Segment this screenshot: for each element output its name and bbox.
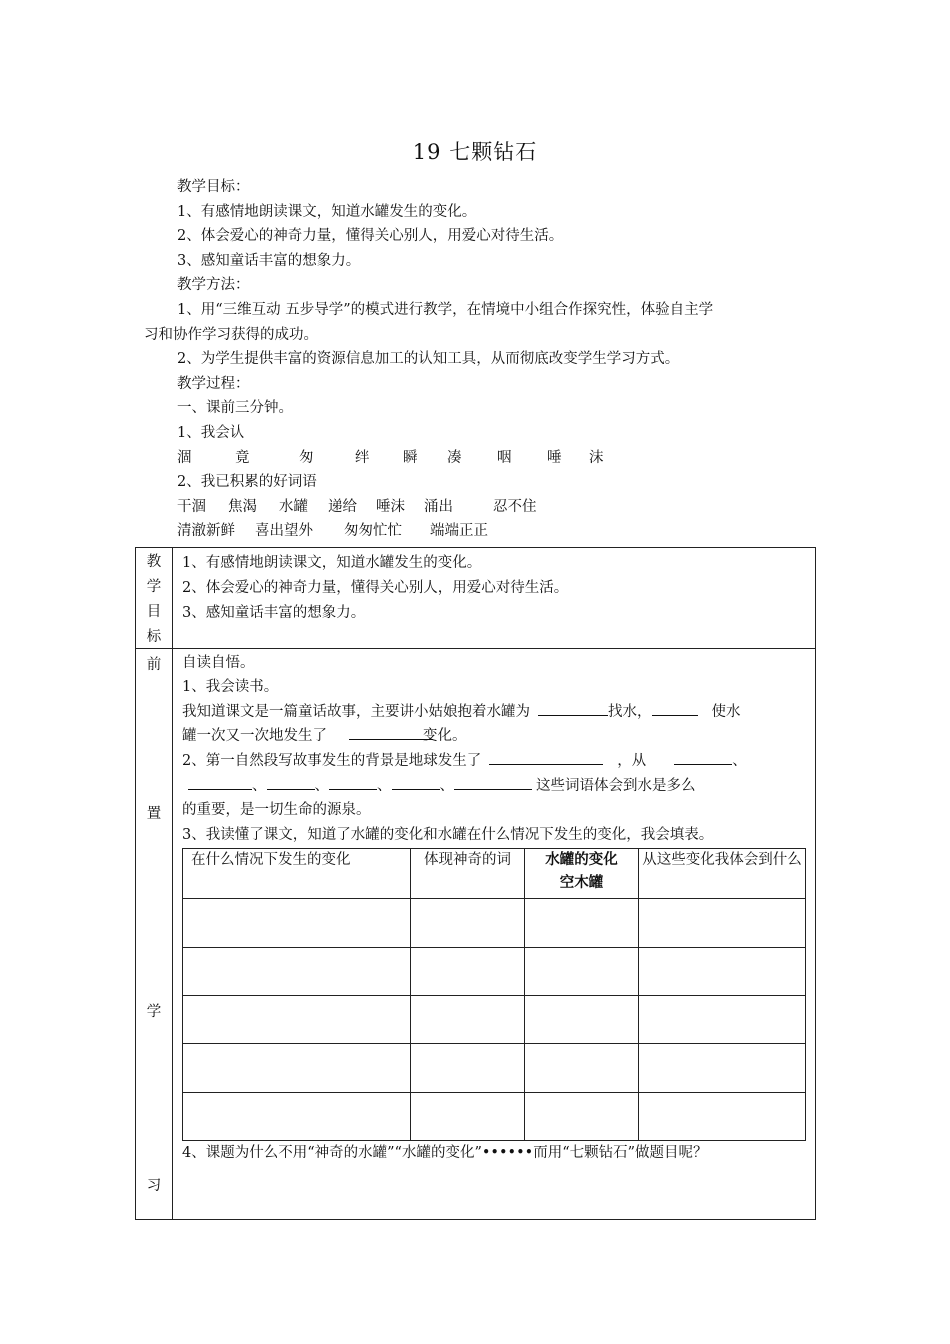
table-cell[interactable] (183, 899, 411, 947)
table-cell[interactable] (525, 1044, 639, 1092)
pre-label-char: 前 (146, 657, 162, 673)
q2-separator: 、 (732, 753, 747, 769)
word-item: 干涸 (177, 498, 206, 515)
intro-goal-3: 3、感知童话丰富的想象力。 (177, 252, 361, 269)
char-item: 瞬 (403, 449, 418, 466)
q1-sentence-line-1 (182, 700, 808, 725)
table-cell[interactable] (639, 947, 806, 995)
table-header-row (183, 849, 806, 899)
fill-blank[interactable] (349, 724, 433, 740)
table-cell[interactable] (183, 947, 411, 995)
table-cell[interactable] (411, 996, 525, 1044)
fill-blank[interactable] (329, 774, 377, 790)
q2-separator: 、 (314, 778, 329, 794)
table-cell[interactable] (525, 899, 639, 947)
q2-sentence-line-2 (182, 774, 808, 799)
method-2: 2、为学生提供丰富的资源信息加工的认知工具，从而彻底改变学生学习方式。 (177, 351, 680, 368)
goals-heading: 教学目标： (177, 179, 250, 195)
method-1-line-1: 1、用“三维互动 五步导学”的模式进行教学，在情境中小组合作探究性，体验自主学 (177, 301, 714, 318)
table-cell[interactable] (183, 1092, 411, 1140)
step-1: 一、课前三分钟。 (177, 400, 293, 417)
char-item: 咽 (497, 449, 512, 466)
table-row (183, 1092, 806, 1140)
word-item: 涌出 (424, 498, 453, 515)
q2-separator: 、 (439, 778, 454, 794)
q1-sentence-line-2 (182, 724, 808, 749)
table-cell[interactable] (639, 996, 806, 1044)
q1-text: 罐一次又一次地发生了 (182, 728, 327, 744)
words-heading: 2、我已积累的好词语 (177, 474, 317, 491)
q1-heading: 1、我会读书。 (182, 679, 279, 695)
methods-heading: 教学方法： (177, 277, 250, 294)
q4-text: 4、课题为什么不用“神奇的水罐”“水罐的变化”••••••而用“七颗钻石”做题目呢？ (182, 1145, 708, 1161)
lesson-intro (144, 175, 807, 544)
col-header-jar-change-line-2: 空木罐 (559, 875, 604, 891)
table-cell[interactable] (525, 947, 639, 995)
table-cell[interactable] (411, 899, 525, 947)
table-cell[interactable] (183, 1044, 411, 1092)
table-row (183, 1044, 806, 1092)
pre-label-char: 学 (146, 1004, 162, 1020)
pre-label-char: 习 (146, 1178, 162, 1194)
word-item: 忍不住 (493, 498, 537, 515)
word-item: 递给 (328, 498, 357, 515)
q1-text: 我知道课文是一篇童话故事，主要讲小姑娘抱着水罐为 (182, 704, 530, 720)
char-item: 匆 (299, 449, 314, 466)
char-item: 竟 (235, 449, 250, 466)
word-item: 唾沫 (376, 498, 405, 515)
q1-text: 变化。 (423, 728, 467, 744)
fill-blank[interactable] (454, 774, 532, 790)
table-goal-2: 2、体会爱心的神奇力量，懂得关心别人，用爱心对待生活。 (182, 580, 569, 596)
q2-separator: 、 (377, 778, 392, 794)
fill-blank[interactable] (392, 774, 440, 790)
char-item: 凑 (447, 449, 462, 466)
table-cell[interactable] (411, 947, 525, 995)
table-cell[interactable] (525, 996, 639, 1044)
table-cell[interactable] (639, 899, 806, 947)
table-goal-3: 3、感知童话丰富的想象力。 (182, 605, 366, 621)
goal-label-char: 学 (146, 579, 162, 595)
pre-label-char: 置 (146, 806, 162, 822)
intro-goal-2: 2、体会爱心的神奇力量，懂得关心别人，用爱心对待生活。 (177, 228, 564, 245)
col-header-jar-change-line-1: 水罐的变化 (545, 852, 618, 868)
fill-blank[interactable] (652, 700, 698, 716)
char-item: 涸 (177, 449, 192, 466)
words-row-2 (177, 519, 807, 544)
change-table (182, 848, 806, 1141)
self-read: 自读自悟。 (182, 655, 255, 671)
goal-label-char: 标 (146, 629, 162, 645)
table-row (183, 996, 806, 1044)
table-goal-1: 1、有感情地朗读课文，知道水罐发生的变化。 (182, 555, 482, 571)
table-cell[interactable] (411, 1092, 525, 1140)
col-header-jar-change (525, 849, 639, 899)
goal-label-char: 目 (146, 604, 162, 620)
q1-text: 找水， (608, 704, 652, 720)
page-title: 19 七颗钻石 (412, 140, 538, 164)
words-row-1 (177, 495, 807, 520)
q3-text: 3、我读懂了课文，知道了水罐的变化和水罐在什么情况下发生的变化，我会填表。 (182, 827, 714, 843)
word-item: 焦渴 (228, 498, 257, 515)
intro-goal-1: 1、有感情地朗读课文，知道水罐发生的变化。 (177, 203, 477, 220)
char-item: 唾 (547, 449, 562, 466)
word-item: 水罐 (279, 498, 308, 515)
col-header-magic-words: 体现神奇的词 (411, 849, 525, 899)
q2-sentence-line-1 (182, 749, 808, 774)
fill-blank[interactable] (267, 774, 315, 790)
q2-text: 这些词语体会到水是多么 (536, 778, 696, 794)
fill-blank[interactable] (538, 700, 608, 716)
table-row (183, 899, 806, 947)
char-item: 绊 (355, 449, 370, 466)
char-list (177, 446, 807, 471)
table-cell[interactable] (639, 1044, 806, 1092)
fill-blank[interactable] (489, 749, 603, 765)
method-1-line-2: 习和协作学习获得的成功。 (144, 326, 318, 343)
q2-separator: 、 (252, 778, 267, 794)
goal-label-char: 教 (146, 554, 162, 570)
process-heading: 教学过程： (177, 375, 250, 392)
q2-sentence-line-3: 的重要，是一切生命的源泉。 (182, 802, 371, 818)
q2-text: ，从 (617, 753, 647, 769)
word-item: 喜出望外 (255, 523, 313, 540)
table-row (183, 947, 806, 995)
col-header-insight: 从这些变化我体会到什么 (639, 849, 806, 899)
table-cell[interactable] (411, 1044, 525, 1092)
lesson-table (135, 547, 816, 1220)
fill-blank[interactable] (188, 774, 252, 790)
table-divider (136, 648, 815, 649)
word-item: 匆匆忙忙 (344, 523, 402, 540)
table-cell[interactable] (639, 1092, 806, 1140)
q2-text: 2、第一自然段写故事发生的背景是地球发生了 (182, 753, 482, 769)
char-item: 沫 (589, 449, 604, 466)
table-cell[interactable] (183, 996, 411, 1044)
q1-text: 使水 (711, 704, 741, 720)
table-cell[interactable] (525, 1092, 639, 1140)
col-header-condition: 在什么情况下发生的变化 (183, 849, 411, 899)
recognize-heading: 1、我会认 (177, 424, 245, 441)
word-item: 清澈新鲜 (177, 523, 235, 540)
fill-blank[interactable] (674, 749, 732, 765)
word-item: 端端正正 (430, 523, 488, 540)
